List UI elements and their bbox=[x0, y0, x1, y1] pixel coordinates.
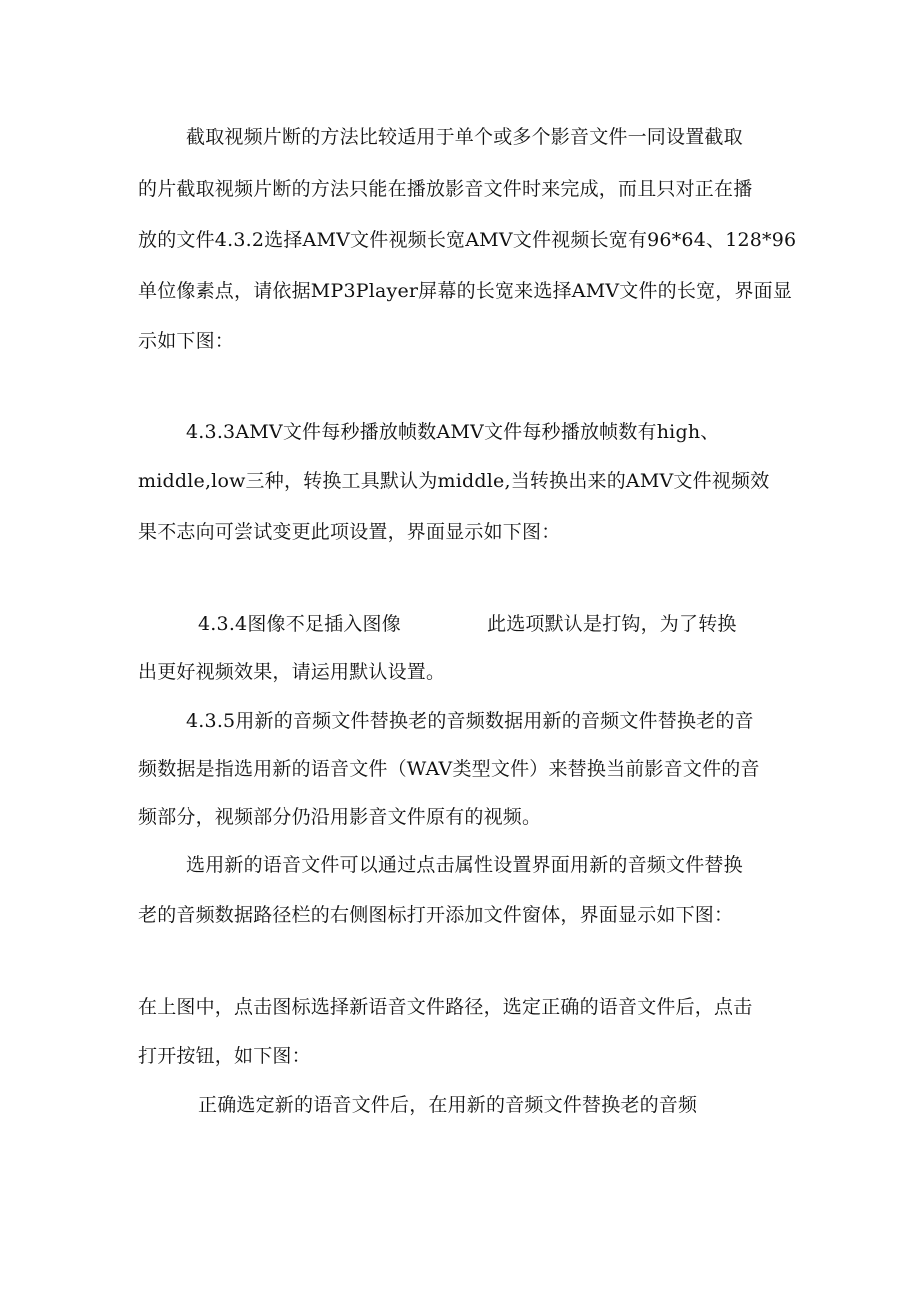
text-line: 频部分，视频部分仍沿用影音文件原有的视频。 bbox=[138, 806, 542, 828]
text-line: 打开按钮，如下图： bbox=[138, 1045, 311, 1067]
text-line: 选用新的语音文件可以通过点击属性设置界面用新的音频文件替换 bbox=[186, 854, 743, 876]
text-line: 的片截取视频片断的方法只能在播放影音文件时来完成，而且只对正在播 bbox=[138, 178, 753, 200]
text-line: 老的音频数据路径栏的右侧图标打开添加文件窗体，界面显示如下图： bbox=[138, 904, 734, 926]
text-line: 示如下图： bbox=[138, 330, 235, 352]
text-line: 此选项默认是打钩，为了转换 bbox=[487, 613, 737, 635]
text-line: 4.3.5用新的音频文件替换老的音频数据用新的音频文件替换老的音 bbox=[186, 710, 754, 732]
text-line: 单位像素点，请依据MP3Player屏幕的长宽来选择AMV文件的长宽，界面显 bbox=[138, 280, 793, 302]
text-line: 4.3.4图像不足插入图像 bbox=[198, 613, 401, 635]
text-line: 出更好视频效果，请运用默认设置。 bbox=[138, 661, 446, 683]
text-line: 放的文件4.3.2选择AMV文件视频长宽AMV文件视频长宽有96*64、128*96 bbox=[138, 229, 797, 251]
text-line: 在上图中，点击图标选择新语音文件路径，选定正确的语音文件后，点击 bbox=[138, 996, 753, 1018]
text-line: 正确选定新的语音文件后，在用新的音频文件替换老的音频 bbox=[198, 1094, 698, 1116]
text-line: 频数据是指选用新的语音文件（WAV类型文件）来替换当前影音文件的音 bbox=[138, 758, 760, 780]
text-line: middle,low三种，转换工具默认为middle,当转换出来的AMV文件视频效 bbox=[138, 470, 770, 492]
text-line: 果不志向可尝试变更此项设置，界面显示如下图： bbox=[138, 521, 561, 543]
text-line: 4.3.3AMV文件每秒播放帧数AMV文件每秒播放帧数有high、 bbox=[186, 421, 720, 443]
text-line: 截取视频片断的方法比较适用于单个或多个影音文件一同设置截取 bbox=[186, 126, 743, 148]
